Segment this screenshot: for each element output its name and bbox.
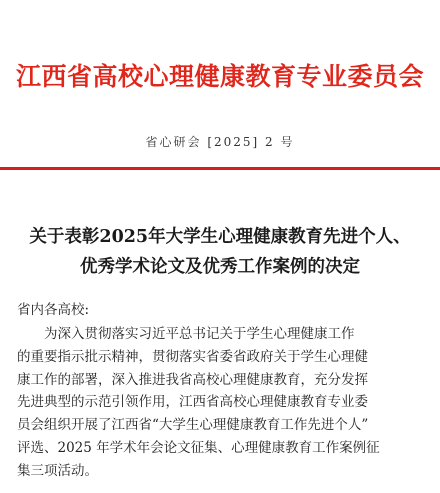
paragraph-line: 为深入贯彻落实习近平总书记关于学生心理健康工作: [44, 326, 355, 342]
organization-header: 江西省高校心理健康教育专业委员会: [15, 62, 424, 91]
red-divider-line: [0, 167, 440, 170]
paragraph-line: 的重要指示批示精神，贯彻落实省委省政府关于学生心理健: [17, 348, 368, 365]
document-title: [0, 222, 440, 282]
paragraph-line: 员会组织开展了江西省“大学生心理健康教育工作先进个人”: [17, 417, 369, 434]
title-line-2: 优秀学术论文及优秀工作案例的决定: [80, 257, 360, 277]
title-line-1: 关于表彰2025年大学生心理健康教育先进个人、: [29, 227, 411, 247]
paragraph-line: 先进典型的示范引领作用，江西省高校心理健康教育专业委: [17, 394, 368, 411]
paragraph-line: 集三项活动。: [17, 462, 98, 479]
document-number: 省心研会 [2025] 2 号: [145, 135, 295, 149]
paragraph-line: 评选、2025 年学术年会论文征集、心理健康教育工作案例征: [17, 439, 380, 456]
paragraph-line: 康工作的部署，深入推进我省高校心理健康教育，充分发挥: [17, 371, 368, 388]
body-paragraph: [17, 323, 427, 483]
salutation: 省内各高校:: [17, 302, 90, 318]
